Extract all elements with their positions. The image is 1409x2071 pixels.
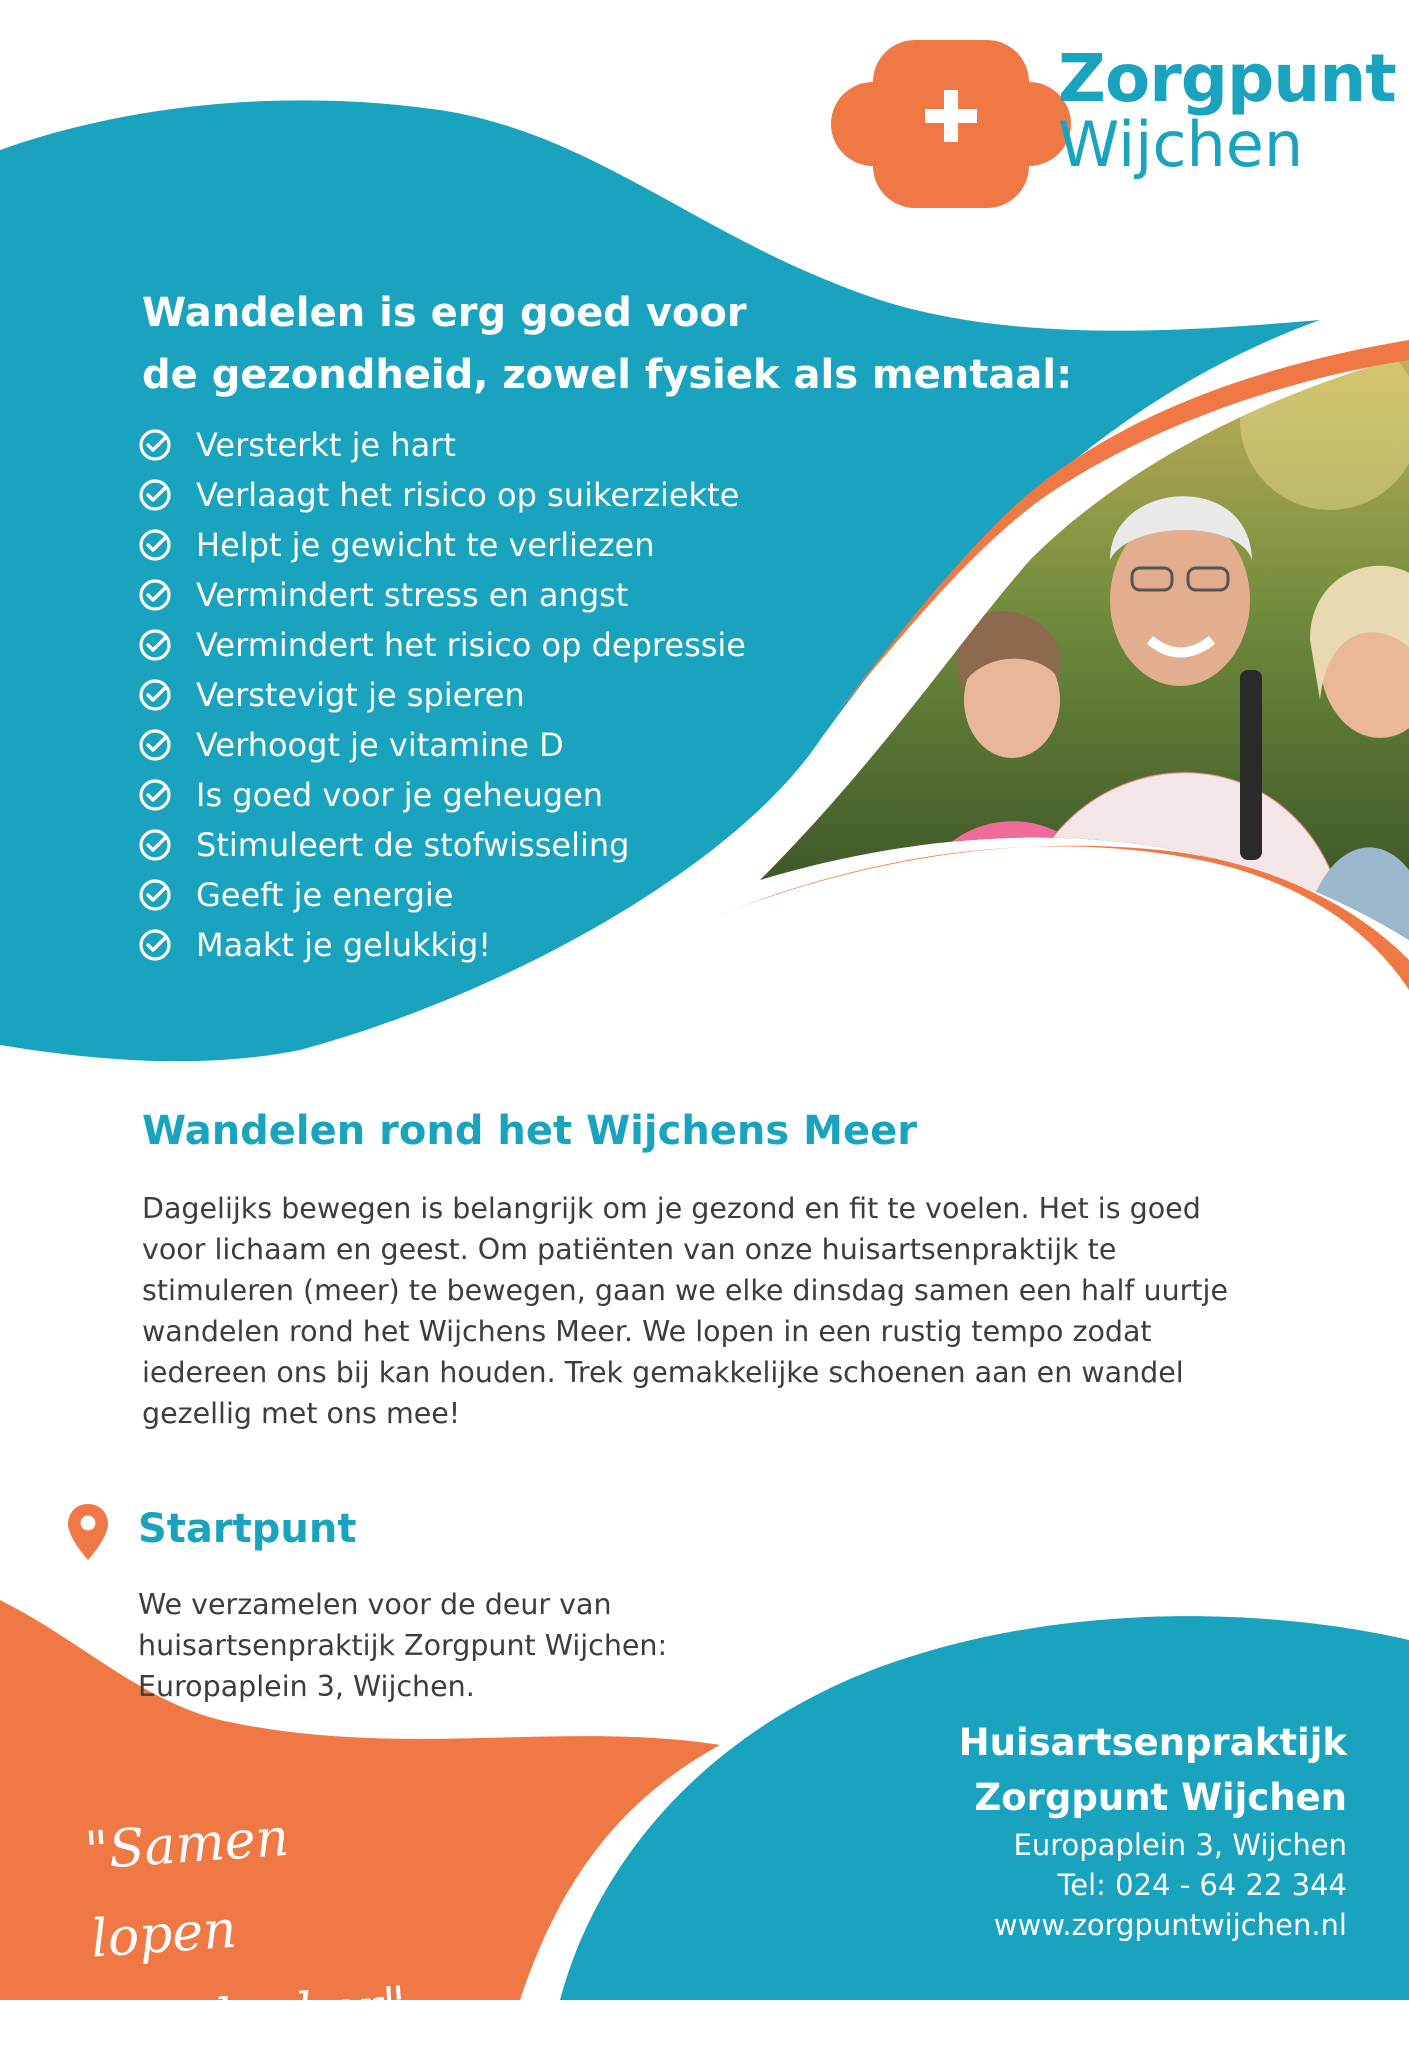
logo bbox=[1058, 40, 1396, 181]
list-item bbox=[138, 870, 746, 920]
list-item bbox=[138, 620, 746, 670]
list-item bbox=[138, 420, 746, 470]
check-circle-icon bbox=[138, 578, 172, 612]
list-item bbox=[138, 820, 746, 870]
intro-heading-line2: de gezondheid, zowel fysiek als mentaal: bbox=[142, 352, 1073, 398]
check-circle-icon bbox=[138, 728, 172, 762]
benefit-label: Verstevigt je spieren bbox=[196, 676, 525, 714]
contact-website-link[interactable]: www.zorgpuntwijchen.nl bbox=[993, 1908, 1347, 1942]
start-text-line3: Europaplein 3, Wijchen. bbox=[138, 1670, 475, 1703]
logo-name-line2: Wijchen bbox=[1058, 108, 1304, 181]
check-circle-icon bbox=[138, 428, 172, 462]
benefit-label: Versterkt je hart bbox=[196, 426, 456, 464]
benefits-list bbox=[138, 420, 746, 970]
section-body: Dagelijks bewegen is belangrijk om je gezond en fit te voelen. Het is goed voor lichaam en geest. Om patiënten van onze huisartsenpraktijk te stimuleren (meer) te bewegen, gaan we elke dinsdag samen een half uurtje wandelen rond het Wijchens Meer. We lopen in een rustig tempo zodat iedereen ons bij kan houden. Trek gemakkelijke schoenen aan en wandel gezellig met ons mee! bbox=[142, 1192, 1228, 1430]
list-item bbox=[138, 920, 746, 970]
medical-cross-icon bbox=[831, 40, 1071, 208]
check-circle-icon bbox=[138, 478, 172, 512]
check-circle-icon bbox=[138, 828, 172, 862]
start-title: Startpunt bbox=[138, 1506, 357, 1552]
intro-heading bbox=[142, 282, 1122, 406]
benefit-label: Vermindert stress en angst bbox=[196, 576, 629, 614]
list-item bbox=[138, 570, 746, 620]
list-item bbox=[138, 470, 746, 520]
benefit-label: Maakt je gelukkig! bbox=[196, 926, 492, 964]
list-item bbox=[138, 720, 746, 770]
benefit-label: Is goed voor je geheugen bbox=[196, 776, 604, 814]
location-pin-icon bbox=[66, 1502, 110, 1562]
benefit-label: Verhoogt je vitamine D bbox=[196, 726, 564, 764]
list-item bbox=[138, 670, 746, 720]
check-circle-icon bbox=[138, 528, 172, 562]
slogan-line1: "Samen lopen bbox=[82, 1807, 291, 1970]
start-text bbox=[138, 1584, 778, 1707]
check-circle-icon bbox=[138, 928, 172, 962]
slogan-line2: is leuker" bbox=[153, 1975, 409, 2054]
contact-address: Europaplein 3, Wijchen bbox=[1013, 1828, 1347, 1862]
check-circle-icon bbox=[138, 628, 172, 662]
start-text-line2: huisartsenpraktijk Zorgpunt Wijchen: bbox=[138, 1629, 668, 1662]
benefit-label: Geeft je energie bbox=[196, 876, 454, 914]
intro-heading-line1: Wandelen is erg goed voor bbox=[142, 290, 747, 336]
check-circle-icon bbox=[138, 878, 172, 912]
check-circle-icon bbox=[138, 678, 172, 712]
list-item bbox=[138, 520, 746, 570]
check-circle-icon bbox=[138, 778, 172, 812]
benefit-label: Verlaagt het risico op suikerziekte bbox=[196, 476, 740, 514]
contact-name-line1: Huisartsenpraktijk bbox=[958, 1721, 1347, 1764]
list-item bbox=[138, 770, 746, 820]
benefit-label: Helpt je gewicht te verliezen bbox=[196, 526, 655, 564]
contact-block bbox=[959, 1715, 1347, 1945]
section-title: Wandelen rond het Wijchens Meer bbox=[142, 1108, 917, 1154]
slogan bbox=[82, 1784, 440, 2071]
benefit-label: Stimuleert de stofwisseling bbox=[196, 826, 630, 864]
contact-phone[interactable]: Tel: 024 - 64 22 344 bbox=[1057, 1868, 1347, 1902]
logo-name-line1: Zorgpunt bbox=[1058, 40, 1396, 117]
contact-name-line2: Zorgpunt Wijchen bbox=[974, 1776, 1347, 1819]
start-text-line1: We verzamelen voor de deur van bbox=[138, 1588, 612, 1621]
benefit-label: Vermindert het risico op depressie bbox=[196, 626, 746, 664]
